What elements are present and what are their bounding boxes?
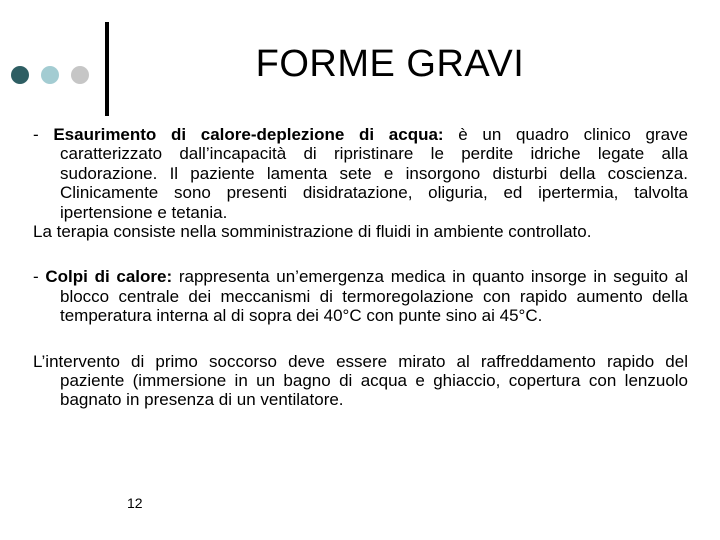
term-heat-exhaustion: Esaurimento di calore-deplezione di acqua: [53,125,444,144]
paragraph-first-aid: L’intervento di primo soccorso deve essere mirato al raffreddamento rapido del paziente (immersione in un bagno di acqua e ghiaccio, copertura con lenzuolo bagnato in presenza di un ventilatore. [33,351,688,410]
paragraph-therapy: La terapia consiste nella somministrazione di fluidi in ambiente controllato. [33,222,592,242]
term-heat-stroke: Colpi di calore: [45,267,173,287]
decorative-dot-light [71,66,89,84]
decorative-dot-mid [41,66,59,84]
paragraph-prefix: - [33,125,54,144]
title-divider-line [105,22,109,116]
slide-body [33,125,688,410]
paragraph-text: rappresenta un’emergenza medica in quanto insorge in seguito al blocco centrale dei meccanismi di termoregolazione con rapido aumento della temperatura interna al di sopra dei 40°C con punte sino ai 45°C. [60,267,689,326]
paragraph-heat-stroke [33,267,688,325]
slide-title: FORME GRAVI [255,43,525,85]
decorative-dot-dark [11,66,29,84]
paragraph-heat-exhaustion [33,125,688,222]
paragraph-text: è un quadro clinico grave caratterizzato dall’incapacità di ripristinare le perdite idriche legate alla sudorazione. Il paziente lamenta sete e insorgono disturbi della coscienza. Clinicamente sono presenti disidratazione, oliguria, ed ipertermia, talvolta ipertensione e tetania. [60,125,688,222]
page-number: 12 [127,495,143,511]
paragraph-prefix: - [33,267,46,287]
